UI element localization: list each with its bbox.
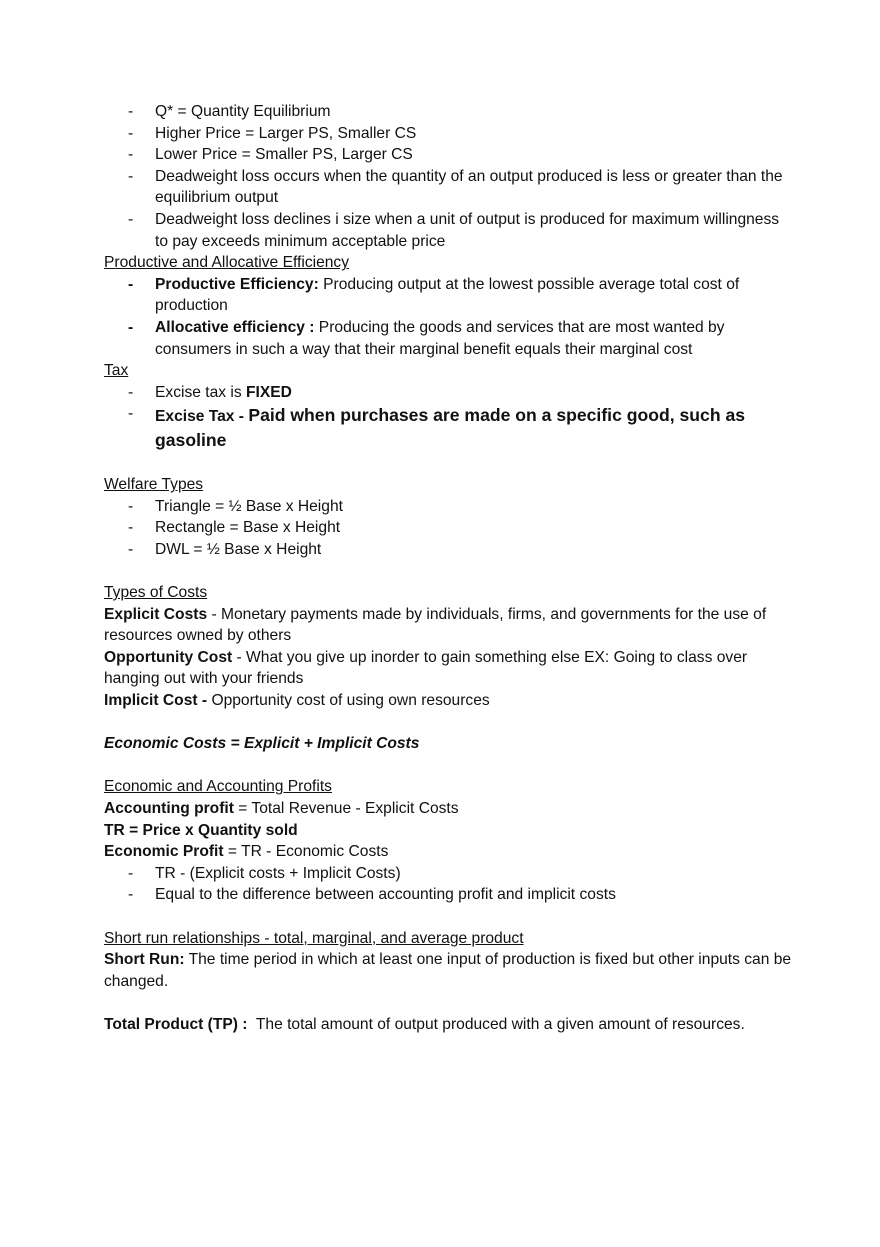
- definition: Producing the goods and services that are most wanted by consumers in such a way that their marginal benefit equals their marginal cost: [155, 318, 725, 358]
- implicit-cost-paragraph: Implicit Cost - Opportunity cost of using own resources: [104, 692, 490, 710]
- spacer: [104, 560, 794, 582]
- list-item-productive-efficiency: [104, 274, 794, 317]
- list-item: - DWL = ½ Base x Height: [104, 539, 794, 561]
- explicit-costs-paragraph: Explicit Costs - Monetary payments made by individuals, firms, and governments for the use of resources owned by others: [104, 605, 767, 645]
- list-dash: -: [128, 210, 134, 228]
- short-run-paragraph: Short Run: The time period in which at least one input of production is fixed but other inputs can be changed.: [104, 951, 792, 990]
- list-dash: -: [128, 886, 134, 904]
- list-dash: -: [128, 146, 134, 164]
- definition: Producing output at the lowest possible average total cost of production: [155, 275, 740, 315]
- list-item: - Triangle = ½ Base x Height: [104, 496, 794, 518]
- short-run-heading: Short run relationships - total, marginal, and average product: [104, 929, 524, 947]
- efficiency-heading: Productive and Allocative Efficiency: [104, 254, 350, 272]
- accounting-profit-paragraph: Accounting profit = Total Revenue - Explicit Costs: [104, 800, 459, 817]
- list-dash: -: [128, 540, 134, 558]
- total-product-paragraph: Total Product (TP) : The total amount of output produced with a given amount of resources.: [104, 1015, 745, 1033]
- list-dash: -: [128, 405, 134, 423]
- list-item: - Deadweight loss occurs when the quantity of an output produced is less or greater than the equilibrium output: [128, 167, 783, 207]
- term: Allocative efficiency :: [155, 318, 315, 336]
- costs-heading: Types of Costs: [104, 584, 208, 602]
- list-dash: -: [128, 519, 134, 537]
- list-dash: -: [128, 864, 134, 882]
- equilibrium-list: [104, 101, 794, 252]
- document-page: [104, 101, 794, 1036]
- list-item-allocative-efficiency: [104, 317, 794, 360]
- list-item: - Lower Price = Smaller PS, Larger CS: [104, 144, 794, 166]
- term: Productive Efficiency:: [155, 275, 319, 293]
- spacer: [104, 712, 794, 734]
- opportunity-cost-paragraph: Opportunity Cost - What you give up inorder to gain something else EX: Going to class over hanging out with your friends: [104, 648, 748, 688]
- term: Excise Tax -: [155, 408, 249, 426]
- list-dash: -: [128, 124, 134, 142]
- list-item: - Q* = Quantity Equilibrium: [104, 101, 794, 123]
- list-item: - TR - (Explicit costs + Implicit Costs): [104, 863, 794, 885]
- list-dash: -: [128, 103, 134, 120]
- list-item: - Deadweight loss declines i size when a unit of output is produced for maximum willingness to pay exceeds minimum acceptable price: [128, 210, 780, 250]
- list-dash: -: [128, 497, 134, 515]
- economic-profit-paragraph: Economic Profit = TR - Economic Costs: [104, 843, 389, 861]
- list-item: - Equal to the difference between accounting profit and implicit costs: [104, 884, 794, 906]
- list-dash: -: [128, 275, 134, 293]
- list-item: - Higher Price = Larger PS, Smaller CS: [104, 123, 794, 145]
- tr-formula: TR = Price x Quantity sold: [104, 821, 298, 839]
- economic-costs-formula: Economic Costs = Explicit + Implicit Costs: [104, 735, 420, 753]
- list-dash: -: [128, 383, 134, 401]
- welfare-heading: Welfare Types: [104, 476, 204, 494]
- list-dash: -: [128, 167, 134, 185]
- spacer: [104, 992, 794, 1014]
- profits-heading: Economic and Accounting Profits: [104, 778, 332, 796]
- list-item-excise-fixed: - Excise tax is FIXED: [104, 382, 794, 404]
- list-item: - Rectangle = Base x Height: [104, 517, 794, 539]
- spacer: [104, 906, 794, 928]
- spacer: [104, 453, 794, 475]
- list-dash: -: [128, 318, 134, 336]
- tax-heading: Tax: [104, 362, 129, 380]
- spacer: [104, 755, 794, 777]
- definition: Paid when purchases are made on a specific good, such as gasoline: [155, 405, 746, 450]
- list-item-excise-tax: [104, 403, 794, 452]
